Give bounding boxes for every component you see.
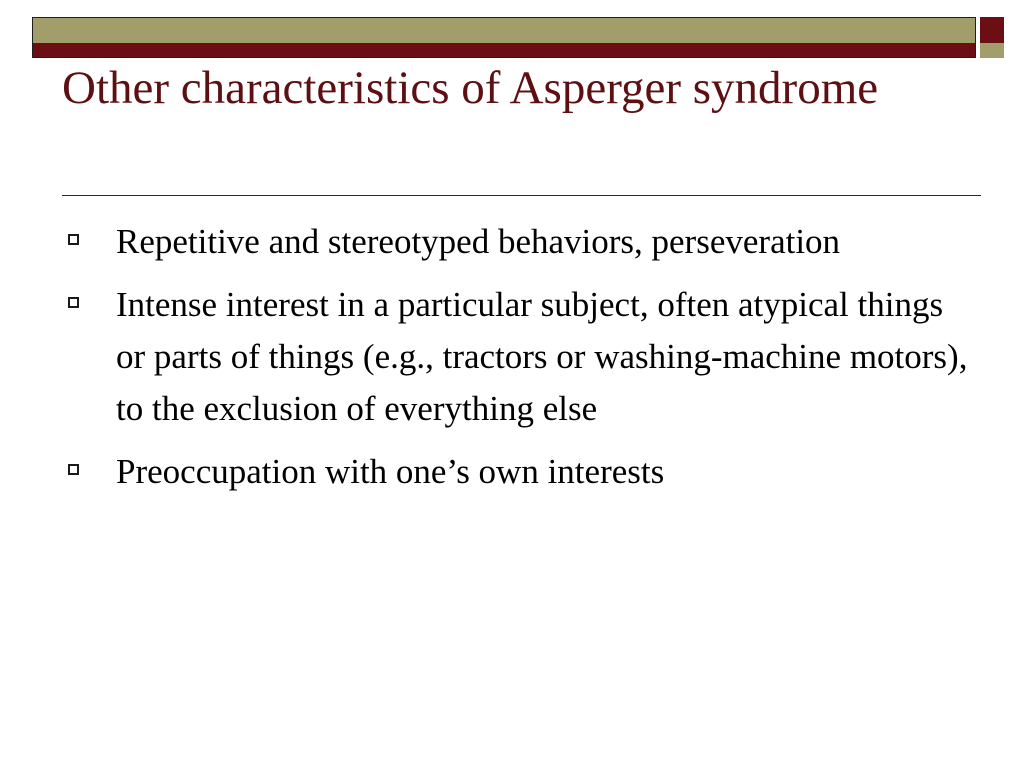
corner-square-olive [980,43,1004,58]
bullet-item [62,446,972,498]
bullet-item [62,279,972,435]
hollow-square-bullet-icon [68,234,79,245]
bullet-item [62,216,972,268]
hollow-square-bullet-icon [68,297,79,308]
hollow-square-bullet-icon [68,464,79,475]
slide-title: Other characteristics of Asperger syndrome [62,62,879,114]
corner-square-maroon [980,17,1004,44]
bullet-text: Preoccupation with one’s own interests [116,452,665,491]
bullet-list [62,216,972,509]
bullet-text: Repetitive and stereotyped behaviors, perseveration [116,222,841,261]
header-band-olive [32,17,976,44]
bullet-text: Intense interest in a particular subject, often atypical things or parts of things (e.g., tractors or washing-machine motors), to the exclusion of everything else [116,285,968,428]
title-divider [62,195,981,196]
